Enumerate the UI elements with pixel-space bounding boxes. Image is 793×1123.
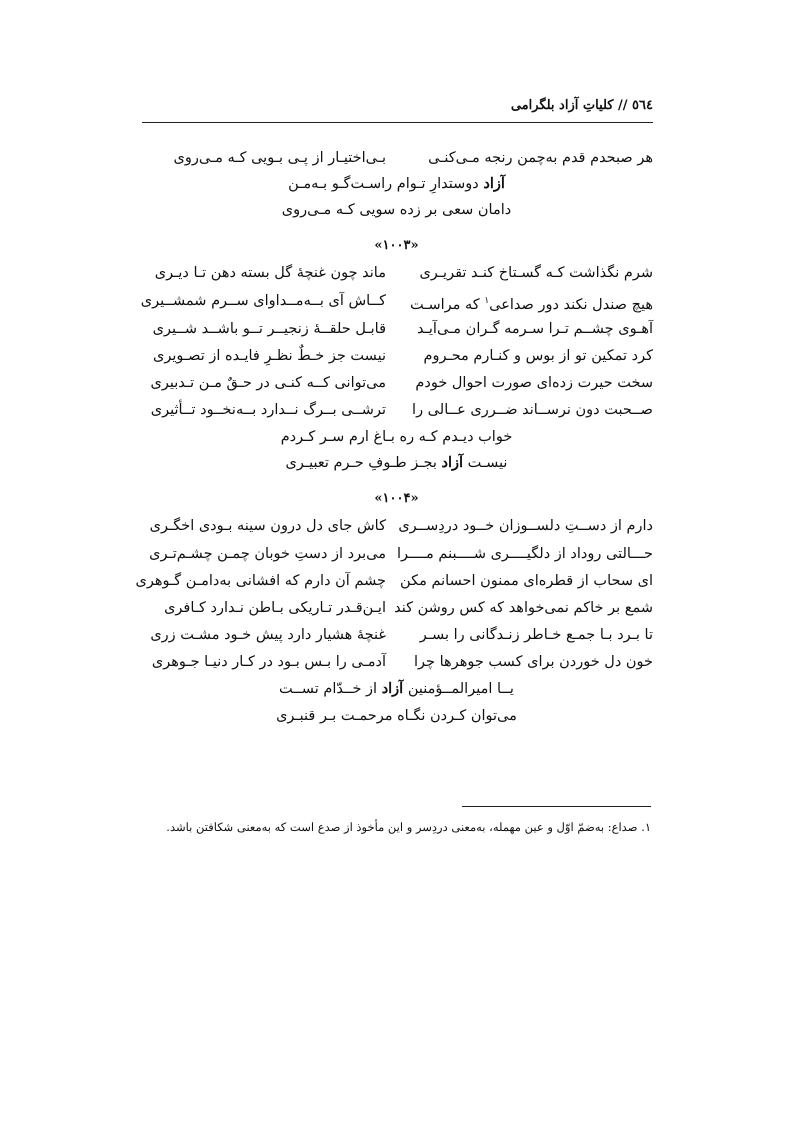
- verse-hemistich: کرد تمکین تو از بوس و کنـارم محـروم: [423, 348, 653, 364]
- verse-text: از خــدّام تســت: [279, 681, 382, 697]
- footnote-reference: ۱: [484, 296, 490, 306]
- verse-hemistich: [410, 291, 653, 315]
- verse-text: هیچ صندل نکند دور صداعی: [489, 296, 653, 313]
- verse-hemistich: ایـن‌قـدر تـاریکی بـاطن نـدارد کـافری: [164, 600, 386, 616]
- verse-hemistich: دارم از دســتِ دلســوزان خــود دردِســری: [398, 518, 653, 534]
- running-header-text: ٥٦٤ // کلیاتِ آزاد بلگرامی: [510, 98, 653, 113]
- verse-hemistich: خون دل خوردن برای کسب جوهرها چرا: [414, 654, 653, 670]
- verse-text: یــا امیرالمــؤمنین: [403, 681, 514, 697]
- verse-text: که مراسـت: [409, 296, 485, 313]
- verse-hemistich: می‌برد از دستِ خوبان چمـن چشـم‌تـری: [149, 546, 386, 562]
- poet-name: آزاد: [483, 175, 505, 192]
- verse-hemistich: ترشــی بــرگ نــدارد بــه‌نخــود تــأثیری: [150, 402, 386, 418]
- verse-text: نیسـت: [463, 455, 508, 471]
- verse-hemistich: سخت حیرت زده‌ای صورت احوال خودم: [415, 375, 653, 391]
- verse-hemistich: حـــالتی روداد از دلگیــــری شــــبنم مــــرا: [397, 546, 653, 562]
- verse-line: [0, 174, 793, 194]
- verse-hemistich: قابـل حلقــهٔ زنجیــر تــو باشــد شــیری: [152, 321, 386, 337]
- verse-hemistich: غنچهٔ هشیار دارد پیش خـود مشـت زری: [150, 627, 386, 643]
- verse-hemistich: بـی‌اختیـار از پـی بـویی کـه مـی‌روی: [173, 150, 386, 166]
- verse-hemistich: صــحبت دون نرســاند ضــرری عــالی را: [412, 402, 653, 418]
- footnote-divider: [462, 806, 651, 807]
- footnote: ۱. صداع: به‌ضمّ اوّل و عین مهمله، به‌معنی دردِسر و این مأخوذ از صدع است که به‌معنی شکافتن باشد.: [166, 820, 651, 834]
- verse-line: خواب دیـدم کـه ره بـاغ ارم سـر کـردم: [280, 429, 513, 445]
- verse-hemistich: شمع بر خاکم نمی‌خواهد که کس روشن کند: [394, 600, 653, 616]
- verse-text: بجـز طـوفِ حـرم تعبیـری: [285, 455, 442, 471]
- verse-line: دامان سعی بر زده سویی کـه مـی‌روی: [281, 202, 512, 218]
- verse-text: دوستدارِ تـوام راسـت‌گـو بـه‌مـن: [288, 176, 484, 192]
- poet-name: آزاد: [381, 680, 404, 697]
- verse-hemistich: ای سحاب از قطره‌ای ممنون احسانم مکن: [400, 573, 653, 589]
- verse-hemistich: آدمـی را بـس بـود در کـار دنیـا جـوهری: [151, 654, 386, 670]
- verse-hemistich: چشم آن دارم که افشانی به‌دامـن گـوهری: [135, 573, 386, 589]
- verse-hemistich: نیست جز خـطٌ نظـرِ فایـده از تصـویری: [153, 348, 386, 364]
- verse-line: [0, 453, 793, 473]
- verse-hemistich: کــاش آی بــه‌مــداوای ســرم شمشــیری: [140, 293, 386, 309]
- verse-hemistich: می‌توانی کــه کنـی در حـقٌ مـن تـدبیری: [150, 375, 386, 391]
- verse-hemistich: ماند چون غنچهٔ گل بسته دهن تـا دیـری: [154, 265, 386, 281]
- running-header: [142, 92, 653, 123]
- verse-hemistich: تا بـرد بـا جمـع خـاطر زنـدگانی را بسـر: [419, 627, 653, 643]
- verse-hemistich: آهـوی چشــم تـرا سـرمه گـران مـی‌آیـد: [417, 321, 653, 337]
- verse-hemistich: شرم نگذاشت کـه گسـتاخ کنـد تقریـری: [419, 265, 653, 281]
- verse-hemistich: کاش جای دل درون سینه بـودی اخگـری: [149, 518, 386, 534]
- poet-name: آزاد: [441, 454, 464, 471]
- poem-number: «۱۰۰۳»: [374, 238, 419, 253]
- verse-hemistich: هر صبحدم قدم به‌چمن رنجه مـی‌کنـی: [428, 150, 653, 166]
- verse-line: [0, 679, 793, 699]
- poem-number: «۱۰۰۴»: [374, 491, 419, 506]
- verse-line: می‌توان کـردن نگـاه مرحمـت بـر قنبـری: [276, 708, 517, 724]
